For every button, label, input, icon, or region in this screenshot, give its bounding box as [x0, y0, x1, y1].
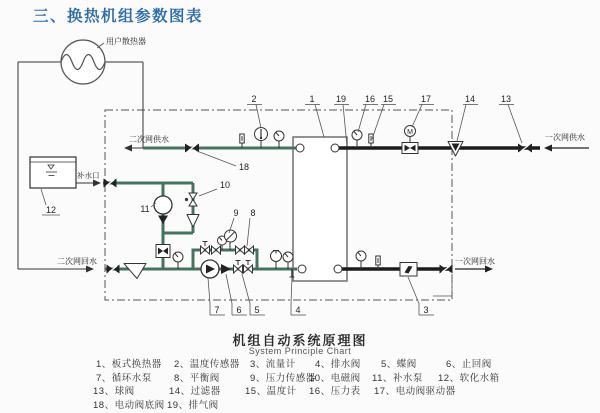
- callout-10: 10: [219, 180, 231, 190]
- primary-return-pipe: [334, 251, 495, 276]
- pressure-gauge-icon: [352, 130, 362, 148]
- check-valve-icon: [158, 216, 168, 225]
- callout-15: 15: [382, 94, 394, 104]
- legend-item: 2、温度传感器: [174, 359, 240, 370]
- legend-item: 1、板式换热器: [96, 359, 162, 370]
- secondary-supply-pipe: [124, 128, 304, 153]
- balance-valve-icon: [245, 246, 254, 254]
- legend-item: 19、排气阀: [167, 399, 219, 411]
- callout-2: 2: [251, 94, 257, 104]
- callout-4: 4: [295, 305, 301, 315]
- pressure-gauge-icon: [271, 251, 282, 270]
- legend-item: 11、补水泵: [372, 372, 423, 384]
- strainer-icon: [124, 264, 146, 279]
- callout-3: 3: [423, 305, 429, 315]
- page-title: 三、换热机组参数图表: [33, 8, 204, 25]
- flow-arrow-right-icon: [86, 266, 94, 273]
- thermometer-dial-icon: [274, 131, 284, 148]
- pressure-gauge-icon: [173, 252, 183, 269]
- legend-item: 18、电动阀底阀: [93, 399, 165, 411]
- butterfly-valve-icon: [244, 261, 253, 274]
- callout-8: 8: [250, 208, 256, 218]
- callout-6: 6: [236, 305, 242, 315]
- check-valve-icon: [187, 215, 199, 228]
- plate-heat-exchanger: [293, 137, 347, 281]
- callout-5: 5: [254, 305, 260, 315]
- secondary-return-label: 二次网回水: [57, 257, 97, 266]
- butterfly-shutoff-valve-icon: [107, 265, 120, 274]
- callout-7: 7: [214, 305, 220, 315]
- ball-valve-icon: [440, 265, 453, 274]
- callout-14: 14: [464, 94, 476, 104]
- motor-letter: M: [407, 129, 413, 136]
- check-valve-icon: [221, 264, 231, 274]
- softened-water-tank: [30, 157, 76, 188]
- legend-item: 5、蝶阀: [381, 359, 417, 370]
- legend-item: 15、温度计: [245, 386, 297, 397]
- flow-meter-icon: [400, 263, 417, 277]
- callout-19: 19: [335, 94, 347, 104]
- ball-valve-icon: [518, 144, 532, 153]
- callout-1: 1: [309, 94, 315, 104]
- callout-17: 17: [420, 94, 432, 104]
- thermometer-dial-icon: [283, 252, 293, 269]
- primary-supply-label: 一次网供水: [545, 133, 585, 142]
- makeup-inlet-label: 补水口: [77, 171, 100, 180]
- legend-subtitle: System Principle Chart: [248, 346, 352, 356]
- thermometer-probe-icon: [369, 134, 373, 148]
- legend-item: 8、平衡阀: [174, 372, 220, 384]
- legend-item: 16、压力表: [309, 386, 361, 397]
- makeup-pump-icon: [154, 196, 172, 224]
- hx-port-top-left: [296, 144, 304, 152]
- legend-item: 14、过滤器: [169, 386, 221, 397]
- callout-12: 12: [45, 205, 57, 215]
- legend-item: 6、止回阀: [446, 359, 492, 370]
- thermometer-probe-icon: [376, 256, 380, 269]
- primary-return-label: 一次网回水: [455, 257, 495, 266]
- legend-item: 3、流量计: [250, 359, 296, 370]
- legend-item: 13、球阀: [93, 386, 135, 397]
- pressure-sensor-icon: [225, 230, 237, 250]
- motor-bottom-valve-icon: [185, 144, 199, 153]
- shutoff-valve-icon: [104, 179, 117, 188]
- legend-item: 12、软化水箱: [438, 372, 500, 384]
- user-radiator-loop: [18, 36, 146, 269]
- flow-arrow-right-icon: [485, 266, 493, 273]
- legend-item: 10、电磁阀: [309, 372, 361, 384]
- secondary-supply-label: 二次网供水: [129, 135, 169, 144]
- callout-11: 11: [140, 204, 150, 214]
- legend-item: 4、排水阀: [315, 359, 361, 370]
- callout-9: 9: [233, 208, 239, 218]
- temperature-sensor-icon: [255, 128, 268, 149]
- radiator-label: 用户散热器: [106, 37, 146, 46]
- hx-port-bottom-left: [298, 265, 306, 273]
- flow-arrow-right-icon: [93, 180, 101, 187]
- hx-port-top-right: [331, 144, 339, 152]
- callout-18: 18: [238, 162, 250, 172]
- flow-arrow-left-icon: [544, 145, 552, 152]
- motorized-valve-icon: [402, 126, 418, 154]
- legend-item: 7、循环水泵: [96, 372, 152, 384]
- solenoid-valve-icon: [185, 193, 197, 206]
- thermometer-probe-icon: [240, 134, 244, 148]
- hx-port-bottom-right: [334, 265, 342, 273]
- butterfly-valve-icon: [201, 242, 210, 255]
- flow-arrow-left-icon: [124, 145, 132, 152]
- callout-13: 13: [500, 94, 512, 104]
- butterfly-valve-icon: [234, 261, 243, 274]
- thermometer-dial-icon: [356, 251, 366, 269]
- meter-valve-icon: [156, 245, 170, 258]
- callout-16: 16: [364, 94, 376, 104]
- legend-item: 9、压力传感器: [250, 372, 316, 384]
- butterfly-valve-icon: [236, 246, 245, 254]
- callout-labels: [41, 94, 522, 315]
- legend-title: 机组自动系统原理图: [232, 333, 368, 348]
- legend-item: 17、电动阀驱动器: [374, 386, 456, 397]
- circulation-pump-icon: [201, 260, 219, 278]
- butterfly-valve-icon: [212, 246, 221, 254]
